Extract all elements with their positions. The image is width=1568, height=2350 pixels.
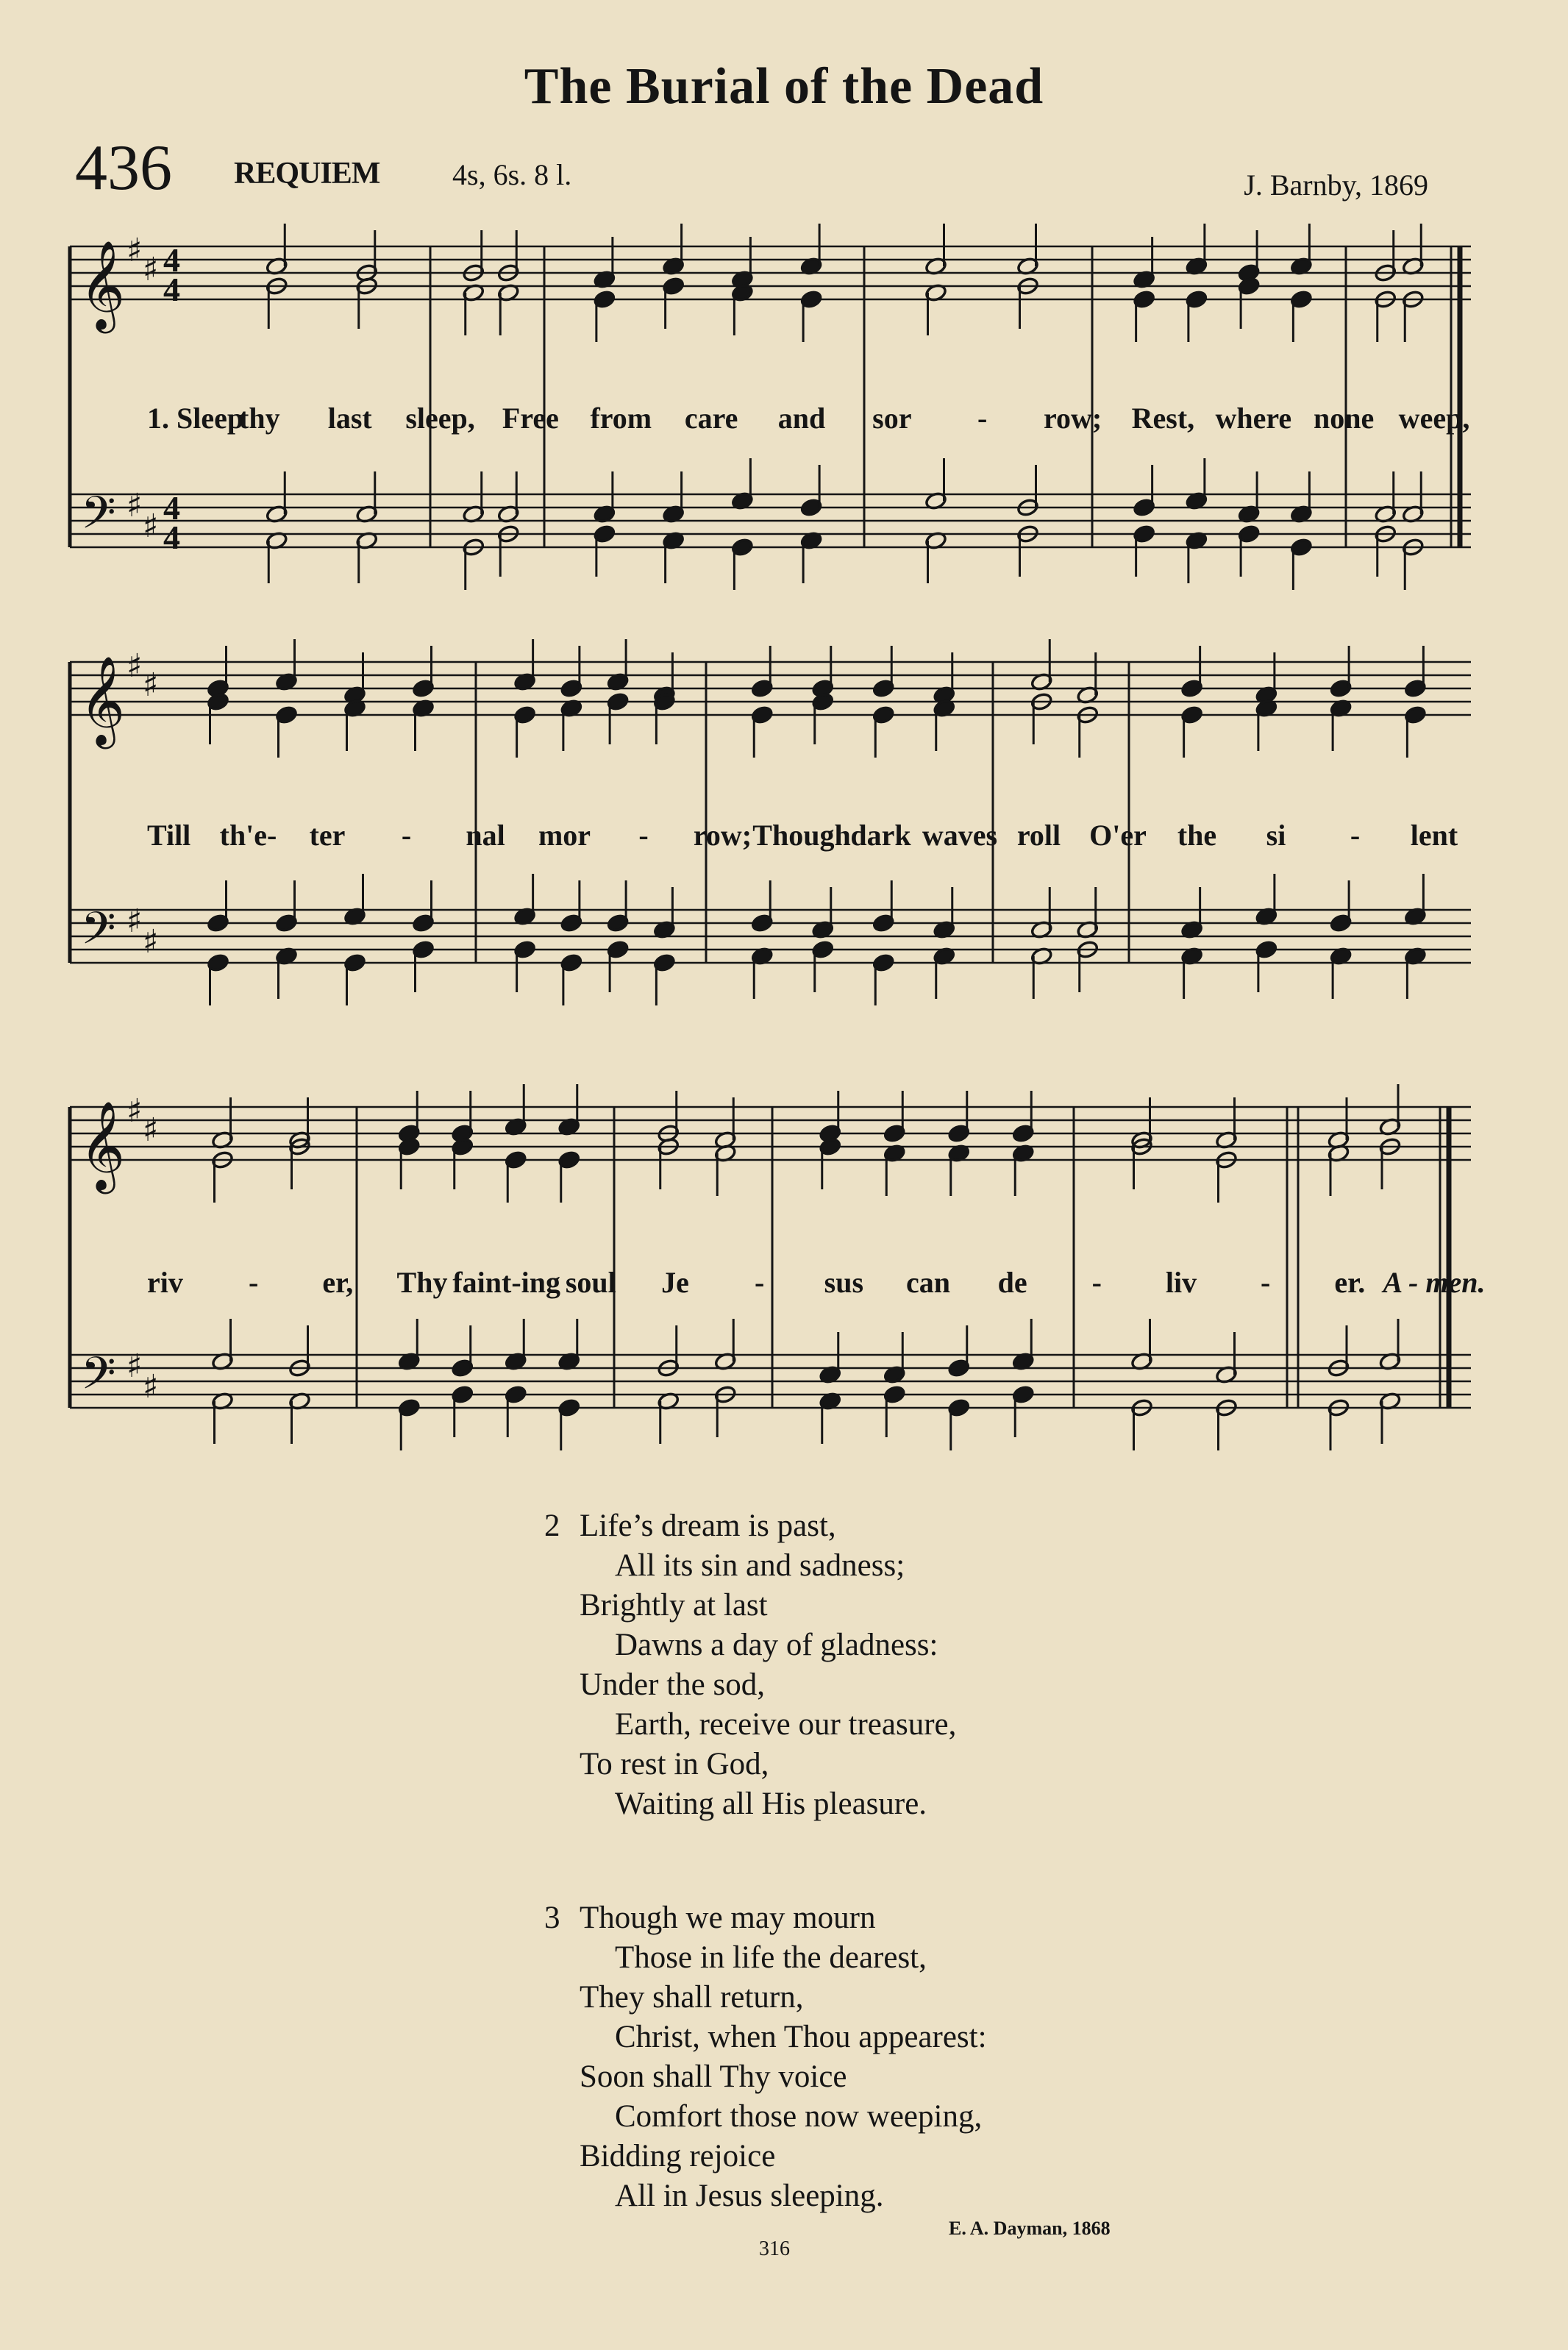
tune-name: REQUIEM xyxy=(234,157,380,191)
lyric-syllable: can xyxy=(906,1266,950,1299)
verse-line: Under the sod, xyxy=(580,1667,765,1702)
lyric-syllable: 1. Sleep xyxy=(147,402,244,435)
lyric-syllable: de xyxy=(997,1266,1027,1299)
page-number: 316 xyxy=(759,2237,790,2260)
hymn-number: 436 xyxy=(75,132,172,204)
verse-line: All its sin and sadness; xyxy=(615,1548,905,1583)
verse-line: Those in life the dearest, xyxy=(615,1940,927,1975)
time-signature-top: 4 xyxy=(163,489,180,527)
verse-line: Earth, receive our treasure, xyxy=(615,1707,957,1742)
verse-line: To rest in God, xyxy=(580,1747,769,1781)
bass-clef-icon: 𝄢 xyxy=(81,1347,116,1411)
verse-line: Bidding rejoice xyxy=(580,2139,776,2173)
treble-clef-icon: 𝄞 xyxy=(79,655,126,745)
lyric-syllable: the xyxy=(1177,819,1217,852)
lyric-syllable: riv xyxy=(147,1266,183,1299)
bass-clef-icon: 𝄢 xyxy=(81,487,116,550)
sharp-icon: ♯ xyxy=(126,487,143,524)
treble-clef-icon: 𝄞 xyxy=(79,1100,126,1190)
verse-line: Christ, when Thou appearest: xyxy=(615,2020,987,2054)
lyric-syllable: dark xyxy=(850,819,911,852)
lyric-syllable: ter xyxy=(309,819,346,852)
lyric-syllable: row; xyxy=(693,819,752,852)
lyric-syllable: - xyxy=(977,402,988,435)
verse-line: Though we may mourn xyxy=(580,1901,876,1935)
lyric-syllable: mor xyxy=(538,819,591,852)
sharp-icon: ♯ xyxy=(126,1347,143,1385)
lyric-syllable: none xyxy=(1314,402,1375,435)
lyric-syllable: - xyxy=(248,1266,259,1299)
lyric-syllable: er. xyxy=(1334,1266,1366,1299)
lyric-syllable: th'e- xyxy=(219,819,277,852)
verse-line: They shall return, xyxy=(580,1980,804,2015)
lyric-syllable: - xyxy=(754,1266,765,1299)
lyric-syllable: from xyxy=(590,402,652,435)
lyric-syllable: A - men. xyxy=(1383,1266,1486,1299)
lyric-syllable: liv xyxy=(1165,1266,1197,1299)
verse-line: Waiting all His pleasure. xyxy=(615,1787,927,1821)
verse-line: Soon shall Thy voice xyxy=(580,2059,847,2094)
lyric-syllable: waves xyxy=(922,819,998,852)
lyric-syllable: er, xyxy=(322,1266,354,1299)
author-credit: E. A. Dayman, 1868 xyxy=(949,2218,1111,2239)
time-signature-bottom: 4 xyxy=(163,519,180,556)
lyric-syllable: - xyxy=(1350,819,1361,852)
lyric-syllable: Free xyxy=(502,402,559,435)
stanza-number: 3 xyxy=(544,1901,560,1935)
bass-clef-icon: 𝄢 xyxy=(81,902,116,966)
lyric-syllable: sleep, xyxy=(405,402,475,435)
stanza-3 xyxy=(544,1898,987,2216)
verse-line: All in Jesus sleeping. xyxy=(615,2179,884,2213)
lyric-syllable: Je xyxy=(661,1266,689,1299)
lyric-syllable: sor xyxy=(872,402,912,435)
lyric-syllable: - xyxy=(1260,1266,1271,1299)
verse-line: Dawns a day of gladness: xyxy=(615,1628,938,1662)
lyric-syllable: nal xyxy=(466,819,505,852)
verse-line: Comfort those now weeping, xyxy=(615,2099,983,2134)
sharp-icon: ♯ xyxy=(143,251,159,288)
lyric-syllable: faint-ing xyxy=(452,1266,560,1299)
verse-line: Brightly at last xyxy=(580,1588,768,1623)
meter: 4s, 6s. 8 l. xyxy=(452,158,572,191)
time-signature-top: 4 xyxy=(163,241,180,279)
sharp-icon: ♯ xyxy=(126,1092,143,1130)
composer-credit: J. Barnby, 1869 xyxy=(1244,168,1428,202)
lyric-syllable: - xyxy=(638,819,649,852)
lyric-syllable: - xyxy=(1091,1266,1102,1299)
lyric-syllable: - xyxy=(401,819,412,852)
lyric-syllable: lent xyxy=(1410,819,1458,852)
sharp-icon: ♯ xyxy=(126,902,143,940)
lyric-syllable: si xyxy=(1266,819,1286,852)
sharp-icon: ♯ xyxy=(143,923,159,961)
lyric-syllable: roll xyxy=(1016,819,1061,852)
lyric-syllable: row; xyxy=(1043,402,1102,435)
lyric-syllable: sus xyxy=(824,1266,864,1299)
lyric-syllable: Thy xyxy=(396,1266,448,1299)
sharp-icon: ♯ xyxy=(126,232,143,269)
lyric-syllable: where xyxy=(1215,402,1292,435)
verse-line: Life’s dream is past, xyxy=(580,1509,836,1543)
sharp-icon: ♯ xyxy=(143,1111,159,1149)
sharp-icon: ♯ xyxy=(143,666,159,704)
lyric-syllable: thy xyxy=(239,402,280,435)
lyric-syllable: Though xyxy=(752,819,851,852)
treble-clef-icon: 𝄞 xyxy=(79,240,126,330)
sharp-icon: ♯ xyxy=(143,508,159,545)
stanza-2 xyxy=(544,1506,956,1824)
lyric-syllable: Till xyxy=(147,819,191,852)
lyric-syllable: O'er xyxy=(1089,819,1147,852)
lyric-syllable: last xyxy=(327,402,372,435)
lyric-syllable: soul xyxy=(565,1266,616,1299)
section-title: The Burial of the Dead xyxy=(524,58,1044,115)
time-signature-bottom: 4 xyxy=(163,271,180,308)
lyric-syllable: and xyxy=(777,402,826,435)
sharp-icon: ♯ xyxy=(143,1368,159,1406)
lyric-syllable: Rest, xyxy=(1131,402,1195,435)
lyric-syllable: care xyxy=(684,402,738,435)
stanza-number: 2 xyxy=(544,1509,560,1543)
sharp-icon: ♯ xyxy=(126,647,143,685)
lyric-syllable: weep, xyxy=(1398,402,1470,435)
